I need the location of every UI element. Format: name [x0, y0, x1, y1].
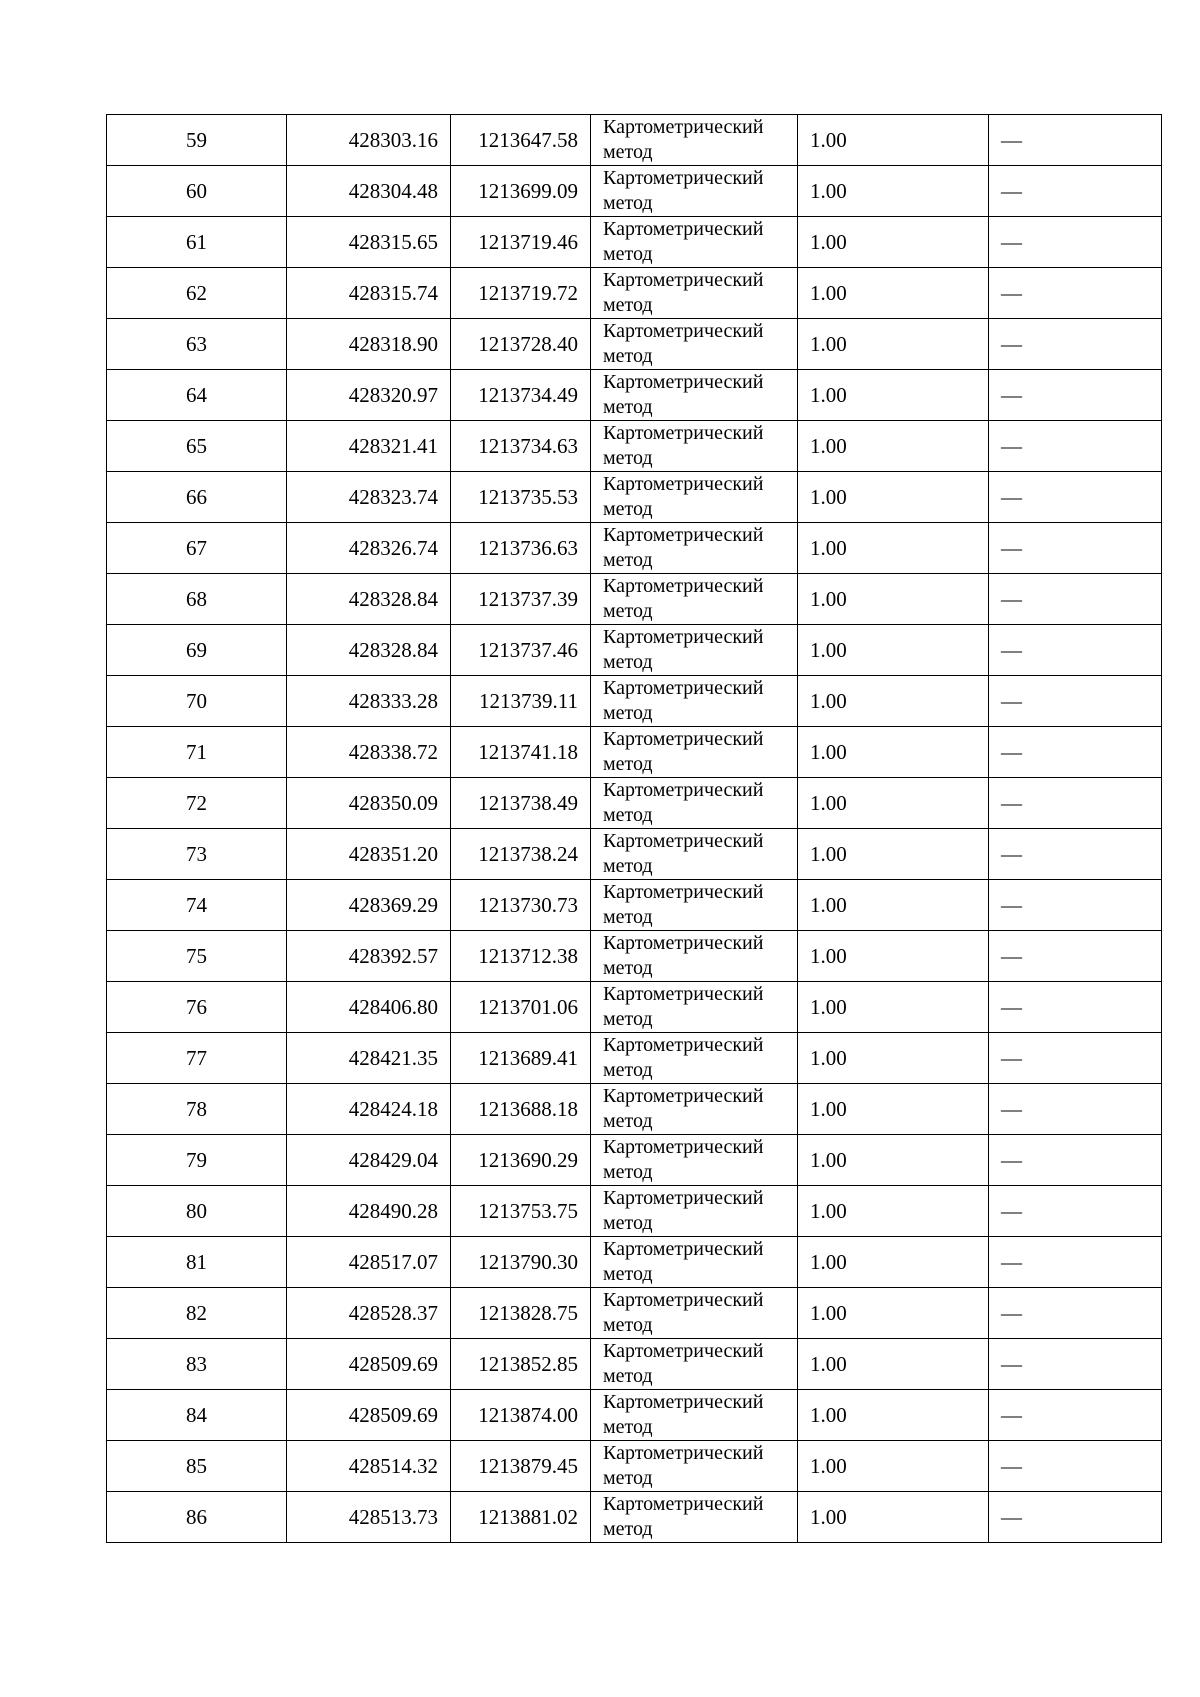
accuracy-cell: 1.00: [798, 1339, 989, 1390]
y-coordinate-cell: 1213734.49: [451, 370, 591, 421]
point-number-cell: 66: [107, 472, 287, 523]
x-coordinate-cell: 428328.84: [287, 574, 451, 625]
point-number-cell: 84: [107, 1390, 287, 1441]
accuracy-cell: 1.00: [798, 676, 989, 727]
y-coordinate-cell: 1213701.06: [451, 982, 591, 1033]
point-number-cell: 63: [107, 319, 287, 370]
accuracy-cell: 1.00: [798, 931, 989, 982]
x-coordinate-cell: 428369.29: [287, 880, 451, 931]
x-coordinate-cell: 428509.69: [287, 1339, 451, 1390]
table-row: [107, 1288, 1162, 1339]
accuracy-cell: 1.00: [798, 370, 989, 421]
x-coordinate-cell: 428351.20: [287, 829, 451, 880]
accuracy-cell: 1.00: [798, 778, 989, 829]
y-coordinate-cell: 1213688.18: [451, 1084, 591, 1135]
accuracy-cell: 1.00: [798, 982, 989, 1033]
x-coordinate-cell: 428328.84: [287, 625, 451, 676]
point-number-cell: 59: [107, 115, 287, 166]
x-coordinate-cell: 428350.09: [287, 778, 451, 829]
point-number-cell: 77: [107, 1033, 287, 1084]
method-cell: Картометрический метод: [591, 523, 798, 574]
table-row: [107, 421, 1162, 472]
accuracy-cell: 1.00: [798, 829, 989, 880]
method-cell: Картометрический метод: [591, 421, 798, 472]
table-row: [107, 676, 1162, 727]
table-row: [107, 625, 1162, 676]
description-cell: —: [989, 1237, 1162, 1288]
y-coordinate-cell: 1213730.73: [451, 880, 591, 931]
method-cell: Картометрический метод: [591, 625, 798, 676]
description-cell: —: [989, 370, 1162, 421]
x-coordinate-cell: 428315.74: [287, 268, 451, 319]
description-cell: —: [989, 931, 1162, 982]
x-coordinate-cell: 428392.57: [287, 931, 451, 982]
point-number-cell: 74: [107, 880, 287, 931]
point-number-cell: 60: [107, 166, 287, 217]
description-cell: —: [989, 1492, 1162, 1543]
description-cell: —: [989, 472, 1162, 523]
point-number-cell: 75: [107, 931, 287, 982]
description-cell: —: [989, 1390, 1162, 1441]
table-row: [107, 217, 1162, 268]
description-cell: —: [989, 1339, 1162, 1390]
table-row: [107, 1441, 1162, 1492]
method-cell: Картометрический метод: [591, 217, 798, 268]
y-coordinate-cell: 1213735.53: [451, 472, 591, 523]
y-coordinate-cell: 1213828.75: [451, 1288, 591, 1339]
method-cell: Картометрический метод: [591, 1033, 798, 1084]
description-cell: —: [989, 1084, 1162, 1135]
description-cell: —: [989, 166, 1162, 217]
x-coordinate-cell: 428326.74: [287, 523, 451, 574]
description-cell: —: [989, 625, 1162, 676]
y-coordinate-cell: 1213852.85: [451, 1339, 591, 1390]
description-cell: —: [989, 676, 1162, 727]
point-number-cell: 64: [107, 370, 287, 421]
accuracy-cell: 1.00: [798, 727, 989, 778]
accuracy-cell: 1.00: [798, 1084, 989, 1135]
accuracy-cell: 1.00: [798, 1033, 989, 1084]
point-number-cell: 80: [107, 1186, 287, 1237]
method-cell: Картометрический метод: [591, 574, 798, 625]
accuracy-cell: 1.00: [798, 421, 989, 472]
table-row: [107, 1492, 1162, 1543]
method-cell: Картометрический метод: [591, 1237, 798, 1288]
point-number-cell: 73: [107, 829, 287, 880]
y-coordinate-cell: 1213712.38: [451, 931, 591, 982]
x-coordinate-cell: 428514.32: [287, 1441, 451, 1492]
accuracy-cell: 1.00: [798, 1288, 989, 1339]
accuracy-cell: 1.00: [798, 1390, 989, 1441]
y-coordinate-cell: 1213647.58: [451, 115, 591, 166]
point-number-cell: 69: [107, 625, 287, 676]
y-coordinate-cell: 1213874.00: [451, 1390, 591, 1441]
y-coordinate-cell: 1213739.11: [451, 676, 591, 727]
description-cell: —: [989, 727, 1162, 778]
table-row: [107, 829, 1162, 880]
table-row: [107, 1033, 1162, 1084]
method-cell: Картометрический метод: [591, 1084, 798, 1135]
y-coordinate-cell: 1213719.46: [451, 217, 591, 268]
method-cell: Картометрический метод: [591, 1288, 798, 1339]
method-cell: Картометрический метод: [591, 1135, 798, 1186]
description-cell: —: [989, 574, 1162, 625]
accuracy-cell: 1.00: [798, 115, 989, 166]
y-coordinate-cell: 1213738.24: [451, 829, 591, 880]
description-cell: —: [989, 319, 1162, 370]
point-number-cell: 65: [107, 421, 287, 472]
method-cell: Картометрический метод: [591, 319, 798, 370]
y-coordinate-cell: 1213719.72: [451, 268, 591, 319]
point-number-cell: 62: [107, 268, 287, 319]
description-cell: —: [989, 1186, 1162, 1237]
table-row: [107, 319, 1162, 370]
point-number-cell: 67: [107, 523, 287, 574]
table-row: [107, 1186, 1162, 1237]
y-coordinate-cell: 1213790.30: [451, 1237, 591, 1288]
point-number-cell: 61: [107, 217, 287, 268]
description-cell: —: [989, 217, 1162, 268]
point-number-cell: 82: [107, 1288, 287, 1339]
point-number-cell: 71: [107, 727, 287, 778]
description-cell: —: [989, 1288, 1162, 1339]
description-cell: —: [989, 829, 1162, 880]
accuracy-cell: 1.00: [798, 1237, 989, 1288]
y-coordinate-cell: 1213753.75: [451, 1186, 591, 1237]
accuracy-cell: 1.00: [798, 1492, 989, 1543]
point-number-cell: 79: [107, 1135, 287, 1186]
description-cell: —: [989, 982, 1162, 1033]
x-coordinate-cell: 428421.35: [287, 1033, 451, 1084]
accuracy-cell: 1.00: [798, 472, 989, 523]
accuracy-cell: 1.00: [798, 166, 989, 217]
description-cell: —: [989, 421, 1162, 472]
point-number-cell: 85: [107, 1441, 287, 1492]
method-cell: Картометрический метод: [591, 268, 798, 319]
description-cell: —: [989, 1135, 1162, 1186]
x-coordinate-cell: 428303.16: [287, 115, 451, 166]
accuracy-cell: 1.00: [798, 319, 989, 370]
x-coordinate-cell: 428424.18: [287, 1084, 451, 1135]
method-cell: Картометрический метод: [591, 166, 798, 217]
y-coordinate-cell: 1213689.41: [451, 1033, 591, 1084]
y-coordinate-cell: 1213738.49: [451, 778, 591, 829]
x-coordinate-cell: 428509.69: [287, 1390, 451, 1441]
point-number-cell: 83: [107, 1339, 287, 1390]
x-coordinate-cell: 428490.28: [287, 1186, 451, 1237]
method-cell: Картометрический метод: [591, 1492, 798, 1543]
accuracy-cell: 1.00: [798, 625, 989, 676]
y-coordinate-cell: 1213736.63: [451, 523, 591, 574]
description-cell: —: [989, 1033, 1162, 1084]
y-coordinate-cell: 1213737.46: [451, 625, 591, 676]
accuracy-cell: 1.00: [798, 523, 989, 574]
table-row: [107, 880, 1162, 931]
point-number-cell: 72: [107, 778, 287, 829]
method-cell: Картометрический метод: [591, 115, 798, 166]
method-cell: Картометрический метод: [591, 472, 798, 523]
x-coordinate-cell: 428320.97: [287, 370, 451, 421]
method-cell: Картометрический метод: [591, 1441, 798, 1492]
method-cell: Картометрический метод: [591, 370, 798, 421]
description-cell: —: [989, 115, 1162, 166]
table-row: [107, 1390, 1162, 1441]
accuracy-cell: 1.00: [798, 880, 989, 931]
table-row: [107, 778, 1162, 829]
x-coordinate-cell: 428528.37: [287, 1288, 451, 1339]
table-row: [107, 982, 1162, 1033]
method-cell: Картометрический метод: [591, 778, 798, 829]
accuracy-cell: 1.00: [798, 574, 989, 625]
table-row: [107, 1135, 1162, 1186]
method-cell: Картометрический метод: [591, 1390, 798, 1441]
coordinates-table: [106, 114, 1162, 1543]
accuracy-cell: 1.00: [798, 268, 989, 319]
y-coordinate-cell: 1213728.40: [451, 319, 591, 370]
coordinates-table-body: [107, 115, 1162, 1543]
y-coordinate-cell: 1213690.29: [451, 1135, 591, 1186]
x-coordinate-cell: 428315.65: [287, 217, 451, 268]
table-row: [107, 370, 1162, 421]
x-coordinate-cell: 428406.80: [287, 982, 451, 1033]
method-cell: Картометрический метод: [591, 676, 798, 727]
y-coordinate-cell: 1213879.45: [451, 1441, 591, 1492]
accuracy-cell: 1.00: [798, 1186, 989, 1237]
description-cell: —: [989, 268, 1162, 319]
table-row: [107, 472, 1162, 523]
accuracy-cell: 1.00: [798, 1135, 989, 1186]
point-number-cell: 78: [107, 1084, 287, 1135]
description-cell: —: [989, 778, 1162, 829]
point-number-cell: 81: [107, 1237, 287, 1288]
table-row: [107, 523, 1162, 574]
x-coordinate-cell: 428429.04: [287, 1135, 451, 1186]
y-coordinate-cell: 1213734.63: [451, 421, 591, 472]
x-coordinate-cell: 428333.28: [287, 676, 451, 727]
table-row: [107, 1237, 1162, 1288]
accuracy-cell: 1.00: [798, 217, 989, 268]
y-coordinate-cell: 1213737.39: [451, 574, 591, 625]
method-cell: Картометрический метод: [591, 829, 798, 880]
method-cell: Картометрический метод: [591, 982, 798, 1033]
table-row: [107, 931, 1162, 982]
table-row: [107, 727, 1162, 778]
table-row: [107, 1084, 1162, 1135]
y-coordinate-cell: 1213699.09: [451, 166, 591, 217]
method-cell: Картометрический метод: [591, 1339, 798, 1390]
accuracy-cell: 1.00: [798, 1441, 989, 1492]
point-number-cell: 70: [107, 676, 287, 727]
table-row: [107, 574, 1162, 625]
table-row: [107, 166, 1162, 217]
x-coordinate-cell: 428513.73: [287, 1492, 451, 1543]
description-cell: —: [989, 523, 1162, 574]
table-row: [107, 1339, 1162, 1390]
description-cell: —: [989, 880, 1162, 931]
x-coordinate-cell: 428338.72: [287, 727, 451, 778]
table-row: [107, 268, 1162, 319]
method-cell: Картометрический метод: [591, 931, 798, 982]
x-coordinate-cell: 428318.90: [287, 319, 451, 370]
x-coordinate-cell: 428517.07: [287, 1237, 451, 1288]
description-cell: —: [989, 1441, 1162, 1492]
y-coordinate-cell: 1213741.18: [451, 727, 591, 778]
point-number-cell: 68: [107, 574, 287, 625]
point-number-cell: 76: [107, 982, 287, 1033]
method-cell: Картометрический метод: [591, 880, 798, 931]
point-number-cell: 86: [107, 1492, 287, 1543]
table-row: [107, 115, 1162, 166]
method-cell: Картометрический метод: [591, 1186, 798, 1237]
x-coordinate-cell: 428304.48: [287, 166, 451, 217]
y-coordinate-cell: 1213881.02: [451, 1492, 591, 1543]
x-coordinate-cell: 428323.74: [287, 472, 451, 523]
method-cell: Картометрический метод: [591, 727, 798, 778]
x-coordinate-cell: 428321.41: [287, 421, 451, 472]
